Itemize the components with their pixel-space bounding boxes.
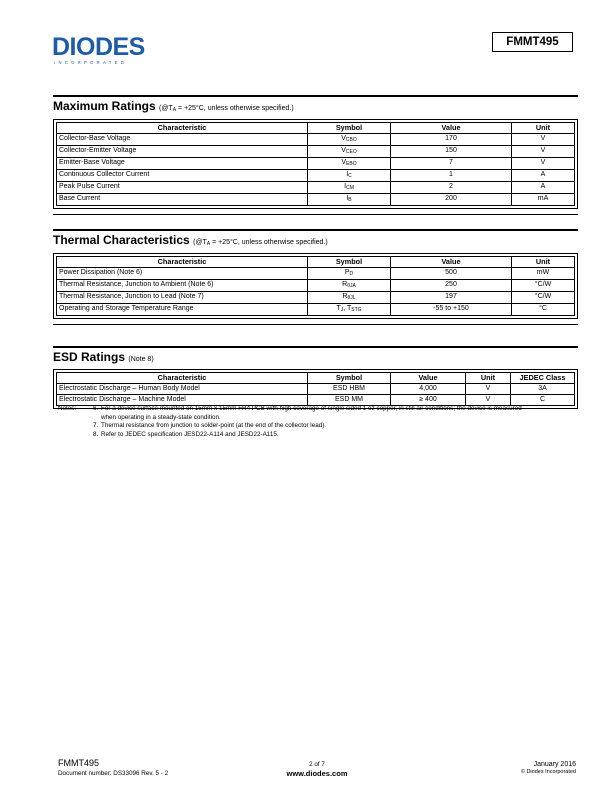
value-cell: 1	[391, 169, 512, 181]
value-cell: 2	[391, 181, 512, 193]
note-number: 6.	[93, 405, 99, 412]
unit-cell: V	[466, 383, 511, 394]
value-cell: 250	[391, 279, 512, 291]
table-row	[57, 303, 575, 315]
esd-ratings-section	[53, 346, 578, 409]
thermal-table	[56, 256, 575, 316]
unit-cell: mA	[512, 193, 575, 205]
characteristic-cell: Continuous Collector Current	[57, 169, 308, 181]
table-row	[57, 145, 575, 157]
footer-document-number: Document number: DS33096 Rev. 5 - 2	[58, 770, 169, 777]
company-logo	[52, 34, 160, 70]
characteristic-cell: Thermal Resistance, Junction to Ambient (Note 6)	[57, 279, 308, 291]
characteristic-cell: Electrostatic Discharge – Machine Model	[57, 394, 308, 405]
unit-cell: °C/W	[512, 279, 575, 291]
part-number-box: FMMT495	[492, 32, 573, 52]
symbol-cell: $P_D$	[308, 267, 391, 279]
symbol-cell: $V_{EBO}$	[308, 157, 391, 169]
characteristic-cell: Thermal Resistance, Junction to Lead (Note 7)	[57, 291, 308, 303]
table-row	[57, 133, 575, 145]
unit-cell: V	[466, 394, 511, 405]
characteristic-cell: Electrostatic Discharge – Human Body Model	[57, 383, 308, 394]
value-cell: 197	[391, 291, 512, 303]
value-cell: 4,000	[391, 383, 466, 394]
note-number: 8.	[93, 430, 99, 438]
value-cell: ≥ 400	[391, 394, 466, 405]
maximum-ratings-table-frame	[53, 119, 578, 209]
value-cell: 170	[391, 133, 512, 145]
section-bottom-rule	[53, 214, 578, 215]
section-rule	[53, 229, 578, 231]
esd-table	[56, 372, 575, 406]
unit-cell: mW	[512, 267, 575, 279]
note-text: Refer to JEDEC specification JESD22-A114 and JESD22-A115.	[101, 430, 279, 438]
value-cell: 200	[391, 193, 512, 205]
characteristic-cell: Peak Pulse Current	[57, 181, 308, 193]
maximum-ratings-table	[56, 122, 575, 206]
column-header: Value	[391, 256, 512, 267]
table-row	[57, 193, 575, 205]
thermal-table-frame	[53, 253, 578, 319]
table-row	[57, 267, 575, 279]
column-header: JEDEC Class	[511, 372, 575, 383]
section-title: ESD Ratings (Note 8)	[53, 349, 154, 364]
characteristic-cell: Base Current	[57, 193, 308, 205]
notes-block	[58, 405, 578, 439]
note-continuation: when operating in a steady-state condition.	[101, 413, 221, 421]
column-header: Characteristic	[57, 122, 308, 133]
logo-subtext: INCORPORATED	[54, 60, 128, 65]
symbol-cell: ESD HBM	[308, 383, 391, 394]
symbol-cell: $I_B$	[308, 193, 391, 205]
characteristic-cell: Emitter-Base Voltage	[57, 157, 308, 169]
section-bottom-rule	[53, 324, 578, 325]
esd-table-frame	[53, 369, 578, 409]
symbol-cell: $I_C$	[308, 169, 391, 181]
column-header: Unit	[466, 372, 511, 383]
footer-website-link[interactable]: www.diodes.com	[286, 769, 348, 778]
section-title: Maximum Ratings ($@T_A = +25^\circ C$, unless otherwise specified.)	[53, 98, 294, 113]
symbol-cell: ESD MM	[308, 394, 391, 405]
characteristic-cell: Collector-Base Voltage	[57, 133, 308, 145]
note-item	[93, 405, 578, 414]
column-header: Unit	[512, 122, 575, 133]
jedec-class-cell: 3A	[511, 383, 575, 394]
jedec-class-cell: C	[511, 394, 575, 405]
value-cell: 500	[391, 267, 512, 279]
note-item	[93, 431, 578, 440]
maximum-ratings-section	[53, 95, 578, 215]
value-cell: 7	[391, 157, 512, 169]
symbol-cell: $V_{CBO}$	[308, 133, 391, 145]
section-rule	[53, 95, 578, 97]
table-row	[57, 279, 575, 291]
section-title: Thermal Characteristics ($@T_A = +25^\circ C$, unless otherwise specified.)	[53, 232, 328, 247]
column-header: Symbol	[308, 122, 391, 133]
value-cell: 150	[391, 145, 512, 157]
unit-cell: V	[512, 145, 575, 157]
characteristic-cell: Collector-Emitter Voltage	[57, 145, 308, 157]
footer-page-number: 2 of 7	[309, 761, 325, 768]
note-text: Thermal resistance from junction to solder-point (at the end of the collector lead).	[101, 422, 327, 429]
unit-cell: A	[512, 169, 575, 181]
characteristic-cell: Operating and Storage Temperature Range	[57, 303, 308, 315]
notes-label: Notes:	[58, 405, 77, 412]
column-header: Characteristic	[57, 256, 308, 267]
column-header: Value	[391, 122, 512, 133]
table-row	[57, 181, 575, 193]
symbol-cell: $T_J$, $T_{STG}$	[308, 303, 391, 315]
column-header: Symbol	[308, 256, 391, 267]
characteristic-cell: Power Dissipation (Note 6)	[57, 267, 308, 279]
value-cell: -55 to +150	[391, 303, 512, 315]
symbol-cell: $V_{CEO}$	[308, 145, 391, 157]
table-row	[57, 383, 575, 394]
footer-copyright: © Diodes Incorporated	[520, 769, 576, 775]
unit-cell: A	[512, 181, 575, 193]
table-row	[57, 157, 575, 169]
unit-cell: °C	[512, 303, 575, 315]
footer-part-number: FMMT495	[58, 758, 100, 768]
column-header: Unit	[512, 256, 575, 267]
footer-date: January 2016	[533, 761, 576, 768]
table-row	[57, 169, 575, 181]
column-header: Characteristic	[57, 372, 308, 383]
unit-cell: °C/W	[512, 291, 575, 303]
section-rule	[53, 346, 578, 348]
column-header: Value	[391, 372, 466, 383]
unit-cell: V	[512, 157, 575, 169]
note-text: For a device surface mounted on 15mm x 15mm FR4 PCB with high coverage of single sided 1 oz copper, in still air conditions; the device is measured	[101, 405, 522, 412]
table-row	[57, 394, 575, 405]
unit-cell: V	[512, 133, 575, 145]
symbol-cell: $R_{\theta JA}$	[308, 279, 391, 291]
symbol-cell: $I_{CM}$	[308, 181, 391, 193]
column-header: Symbol	[308, 372, 391, 383]
symbol-cell: $R_{\theta JL}$	[308, 291, 391, 303]
table-row	[57, 291, 575, 303]
note-item	[93, 422, 578, 431]
logo-text: DIODES	[52, 33, 145, 61]
note-number: 7.	[93, 422, 99, 429]
thermal-characteristics-section	[53, 229, 578, 325]
